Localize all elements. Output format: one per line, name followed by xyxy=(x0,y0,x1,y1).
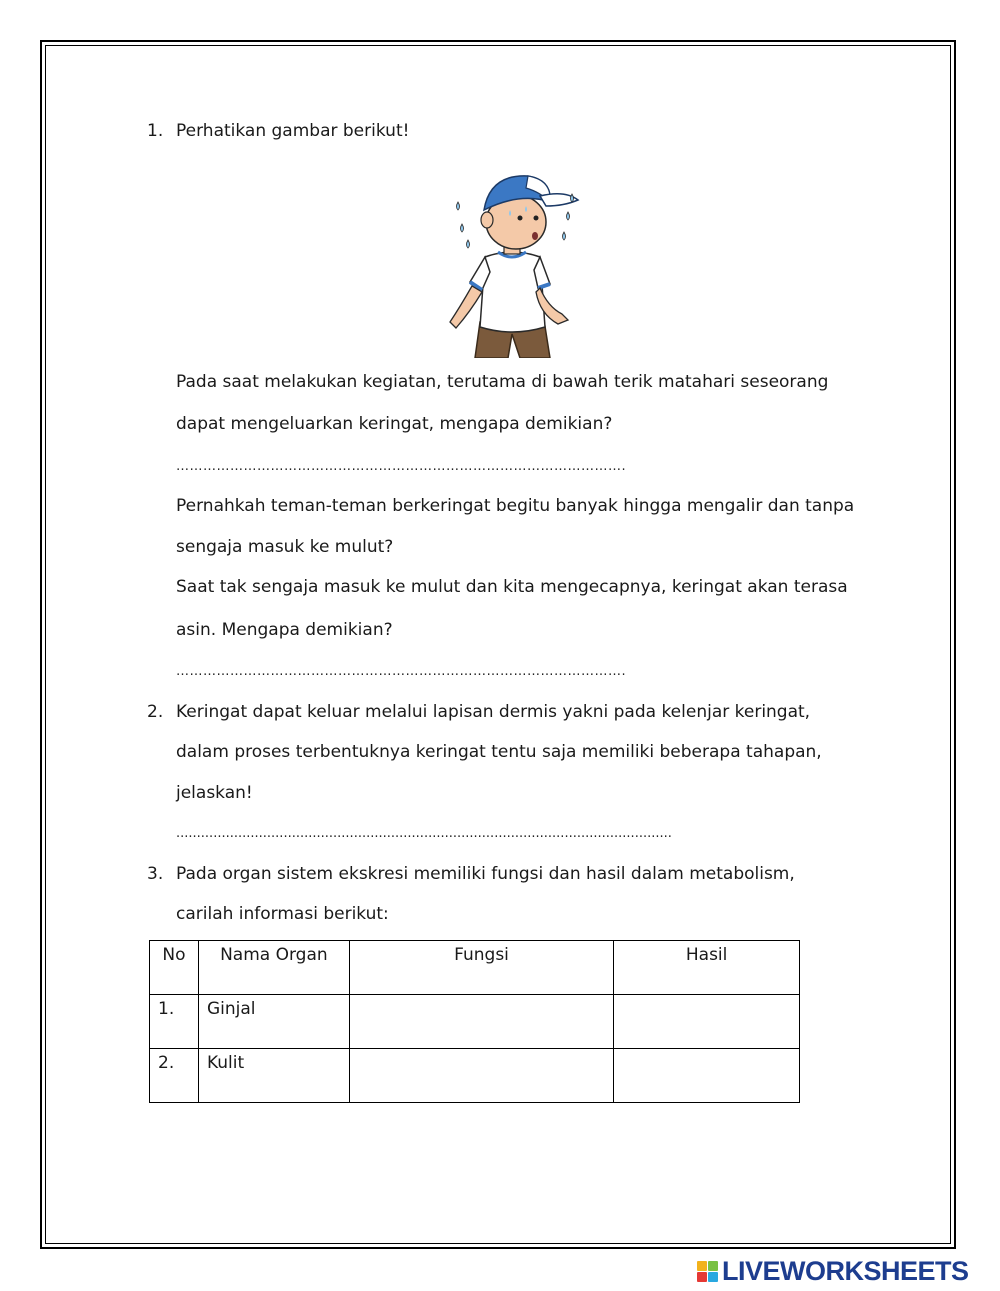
question-1-paragraph-1-line-1: Pada saat melakukan kegiatan, terutama di bawah terik matahari seseorang xyxy=(176,372,829,392)
header-no: No xyxy=(150,941,199,995)
question-1-title: Perhatikan gambar berikut! xyxy=(176,121,410,141)
row-2-hasil-input[interactable] xyxy=(614,1049,800,1103)
header-nama-organ: Nama Organ xyxy=(198,941,349,995)
table-row xyxy=(150,1049,800,1103)
question-3-line-1: Pada organ sistem ekskresi memiliki fungsi dan hasil dalam metabolism, xyxy=(176,864,795,884)
question-2-number: 2. xyxy=(147,702,164,722)
liveworksheets-logo xyxy=(697,1256,969,1286)
row-2-fungsi-input[interactable] xyxy=(349,1049,614,1103)
question-1-paragraph-3-line-2: asin. Mengapa demikian? xyxy=(176,620,393,640)
question-1-paragraph-1-line-2: dapat mengeluarkan keringat, mengapa demikian? xyxy=(176,414,613,434)
question-1-number: 1. xyxy=(147,121,164,141)
row-1-no: 1. xyxy=(150,995,199,1049)
question-1-paragraph-2-line-1: Pernahkah teman-teman berkeringat begitu banyak hingga mengalir dan tanpa xyxy=(176,496,855,516)
question-3-line-2: carilah informasi berikut: xyxy=(176,904,389,924)
question-1-answer-line-2[interactable]: ………………………………………………………………………………………. xyxy=(176,664,627,679)
question-1-answer-line-1[interactable]: ………………………………………………………………………………………. xyxy=(176,459,627,474)
question-1-paragraph-3-line-1: Saat tak sengaja masuk ke mulut dan kita mengecapnya, keringat akan terasa xyxy=(176,577,848,597)
question-2-line-3: jelaskan! xyxy=(176,783,253,803)
question-2-line-1: Keringat dapat keluar melalui lapisan dermis yakni pada kelenjar keringat, xyxy=(176,702,811,722)
question-1-paragraph-2-line-2: sengaja masuk ke mulut? xyxy=(176,537,394,557)
row-2-no: 2. xyxy=(150,1049,199,1103)
row-1-hasil-input[interactable] xyxy=(614,995,800,1049)
sweating-boy-illustration xyxy=(440,162,585,358)
question-3-number: 3. xyxy=(147,864,164,884)
row-1-organ: Ginjal xyxy=(198,995,349,1049)
header-hasil: Hasil xyxy=(614,941,800,995)
row-2-organ: Kulit xyxy=(198,1049,349,1103)
brand-name: LIVEWORKSHEETS xyxy=(722,1255,969,1286)
header-fungsi: Fungsi xyxy=(349,941,614,995)
table-row xyxy=(150,995,800,1049)
question-2-line-2: dalam proses terbentuknya keringat tentu saja memiliki beberapa tahapan, xyxy=(176,742,822,762)
question-2-answer-line[interactable]: ........................................................................................................................ xyxy=(176,826,672,841)
row-1-fungsi-input[interactable] xyxy=(349,995,614,1049)
liveworksheets-logo-blocks-icon xyxy=(697,1261,718,1282)
table-header-row xyxy=(150,941,800,995)
excretion-organ-table xyxy=(149,940,800,1103)
